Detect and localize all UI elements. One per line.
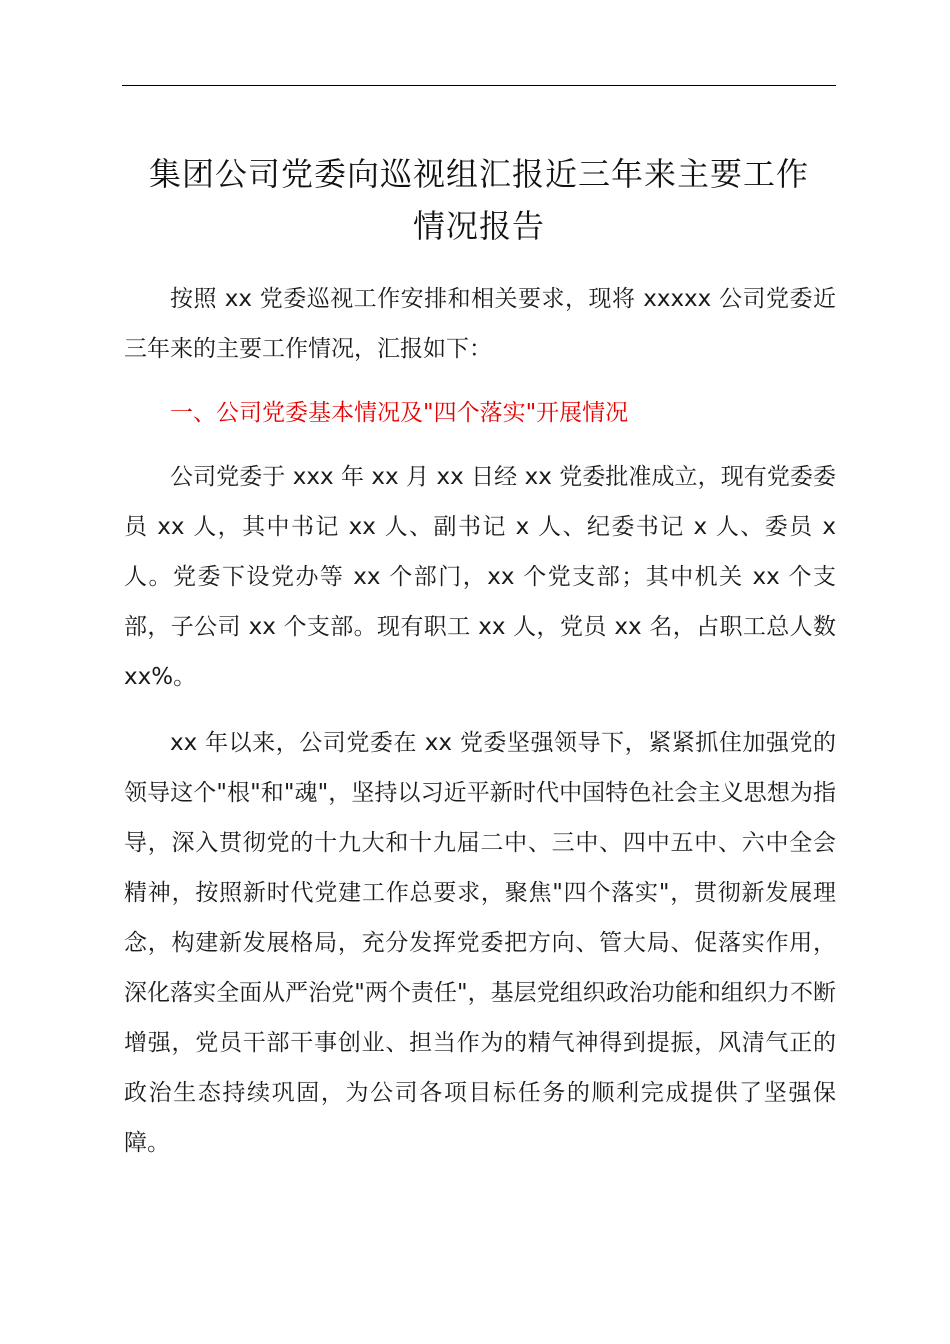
section-1-heading: 一、公司党委基本情况及"四个落实"开展情况	[170, 400, 629, 426]
title-line-1: 集团公司党委向巡视组汇报近三年来主要工作	[148, 155, 809, 193]
section-1-paragraph-2: xx 年以来，公司党委在 xx 党委坚强领导下，紧紧抓住加强党的领导这个"根"和"魂"，坚持以习近平新时代中国特色社会主义思想为指导，深入贯彻党的十九大和十九届二中、三中、四中五中、六中全会精神，按照新时代党建工作总要求，聚焦"四个落实"，贯彻新发展理念，构建新发展格局，充分发挥党委把方向、管大局、促落实作用，深化落实全面从严治党"两个责任"，基层党组织政治功能和组织力不断增强，党员干部干事创业、担当作为的精气神得到提振，风清气正的政治生态持续巩固，为公司各项目标任务的顺利完成提供了坚强保障。	[124, 730, 836, 1156]
title-line-2: 情况报告	[412, 207, 545, 245]
intro-paragraph: 按照 xx 党委巡视工作安排和相关要求，现将 xxxxx 公司党委近三年来的主要工作情况，汇报如下：	[124, 286, 836, 362]
section-1-paragraph-1: 公司党委于 xxx 年 xx 月 xx 日经 xx 党委批准成立，现有党委委员 xx 人，其中书记 xx 人、副书记 x 人、纪委书记 x 人、委员 x 人。党委下设党办等 xx 个部门，xx 个党支部；其中机关 xx 个支部，子公司 xx 个支部。现有职工 xx 人，党员 xx 名，占职工总人数 xx%。	[124, 464, 836, 690]
header-rule	[122, 85, 836, 86]
document-title	[112, 148, 846, 252]
document-body	[124, 274, 836, 1168]
